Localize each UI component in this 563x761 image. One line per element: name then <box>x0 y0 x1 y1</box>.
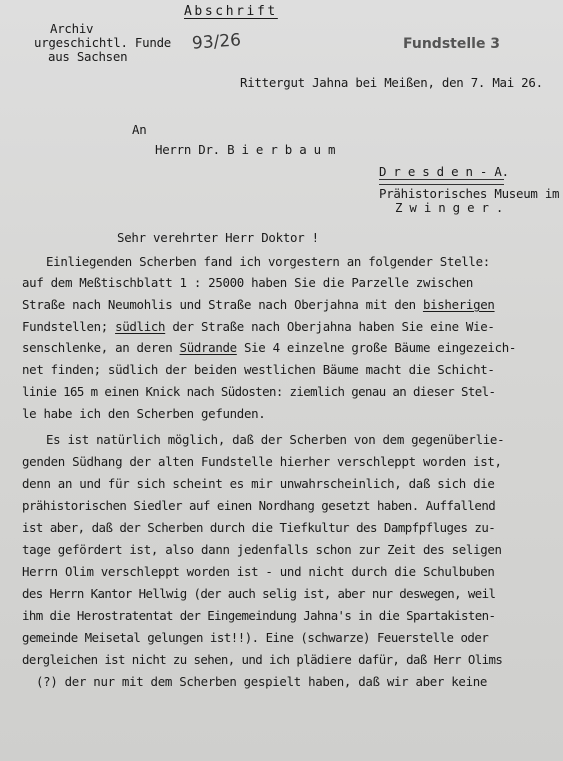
double-underline <box>379 179 504 185</box>
body-line: Straße nach Neumohlis und Straße nach Oberjahna mit den bisherigen <box>22 297 495 312</box>
body-line: prähistorischen Siedler auf einen Nordhang gesetzt haben. Auffallend <box>22 498 496 513</box>
body-line: denn an und für sich scheint es mir unwahrscheinlich, daß sich die <box>22 476 495 491</box>
body-line: auf dem Meßtischblatt 1 : 25000 haben Sie die Parzelle zwischen <box>22 275 474 290</box>
body-line: genden Südhang der alten Fundstelle hierher verschleppt worden ist, <box>22 454 502 469</box>
body-line: ist aber, daß der Scherben durch die Tiefkultur des Dampfpfluges zu- <box>22 520 496 535</box>
archive-line-3: aus Sachsen <box>48 49 128 64</box>
body-line: ihm die Herostratentat der Eingemeindung Jahna's in die Spartakisten- <box>22 608 496 623</box>
fundstelle-handwritten: Fundstelle 3 <box>403 36 501 52</box>
body-line: Fundstellen; südlich der Straße nach Oberjahna haben Sie eine Wie- <box>22 319 495 334</box>
body-line: linie 165 m einen Knick nach Südosten: ziemlich genau an dieser Stel- <box>22 384 496 399</box>
body-line: tage gefördert ist, also dann jedenfalls schon zur Zeit des seligen <box>22 542 502 557</box>
body-line: (?) der nur mit dem Scherben gespielt haben, daß wir aber keine <box>36 674 488 689</box>
salutation: Sehr verehrter Herr Doktor ! <box>117 230 319 245</box>
body-line: Herrn Olim verschleppt worden ist - und nicht durch die Schulbuben <box>22 564 495 579</box>
recipient-city: D r e s d e n - A. <box>379 164 509 179</box>
underlined-word: südlich <box>115 319 166 334</box>
body-line: gemeinde Meisetal gelungen ist!!). Eine (schwarze) Feuerstelle oder <box>22 630 489 645</box>
body-line: le habe ich den Scherben gefunden. <box>22 406 266 421</box>
recipient-name: Herrn Dr. B i e r b a u m <box>155 142 336 157</box>
address-an: An <box>132 122 147 137</box>
underlined-word: bisherigen <box>422 297 495 312</box>
body-line: Es ist natürlich möglich, daß der Scherben von dem gegenüberlie- <box>46 432 505 447</box>
place-date: Rittergut Jahna bei Meißen, den 7. Mai 26. <box>240 75 543 90</box>
body-line: Einliegenden Scherben fand ich vorgestern an folgender Stelle: <box>46 254 490 269</box>
archive-line-2: urgeschichtl. Funde <box>34 35 171 50</box>
body-line: des Herrn Kantor Hellwig (der auch selig ist, aber nur deswegen, weil <box>22 586 496 601</box>
archive-line-1: Archiv <box>50 21 94 36</box>
file-number-handwritten: 93/26 <box>191 30 242 54</box>
underlined-word: Südrande <box>179 340 237 355</box>
recipient-institution-2: Z w i n g e r . <box>395 200 504 215</box>
body-line: net finden; südlich der beiden westlichen Bäume macht die Schicht- <box>22 362 495 377</box>
body-line: dergleichen ist nicht zu sehen, und ich plädiere dafür, daß Herr Olims <box>22 652 503 667</box>
body-line: senschlenke, an deren Südrande Sie 4 einzelne große Bäume eingezeich- <box>22 340 517 355</box>
document-title: Abschrift <box>184 4 278 19</box>
recipient-institution-1: Prähistorisches Museum im <box>379 186 560 201</box>
